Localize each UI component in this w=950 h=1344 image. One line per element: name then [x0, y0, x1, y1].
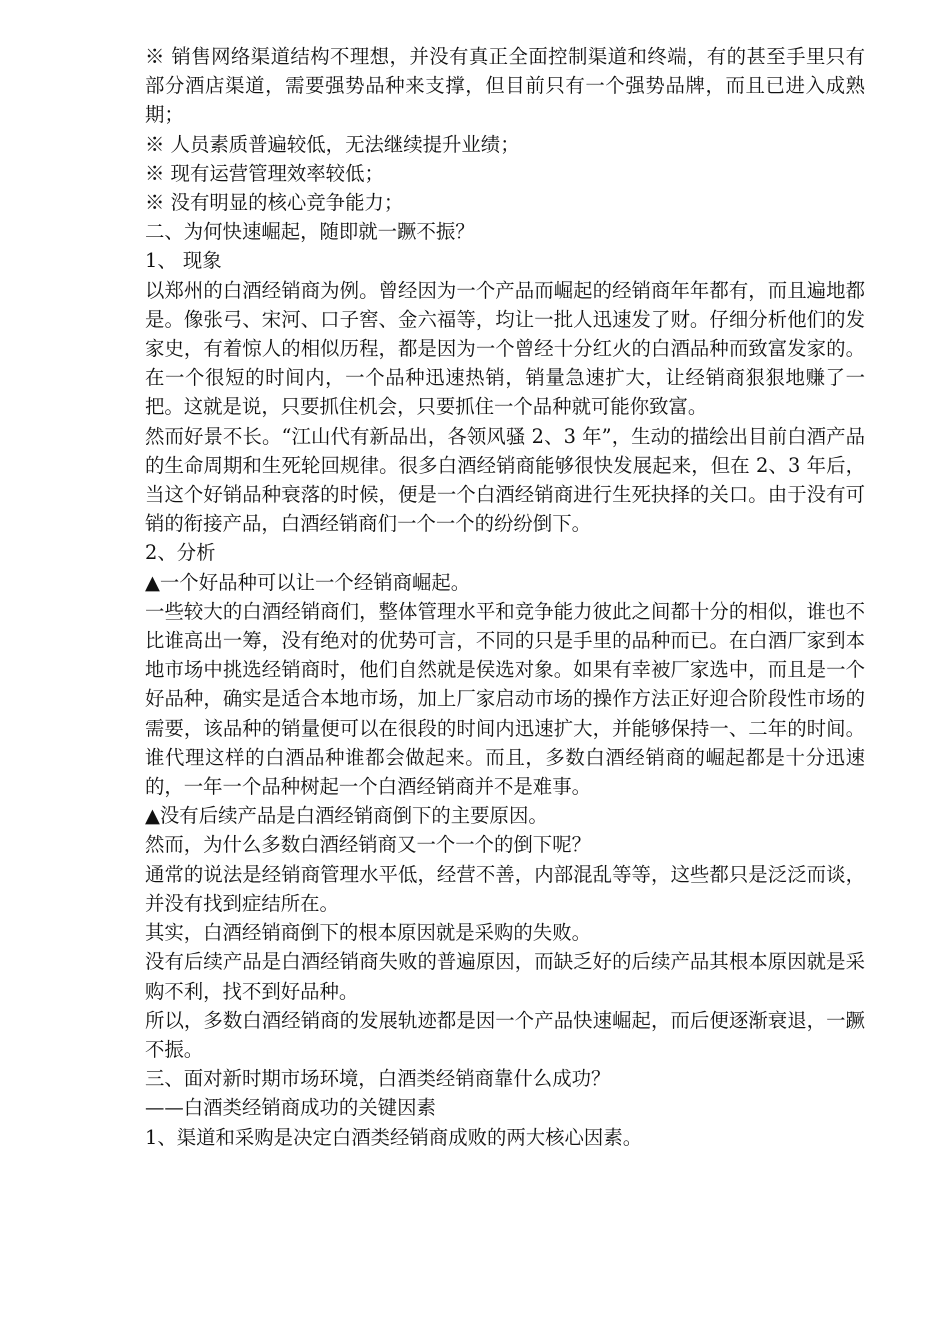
paragraph-core-competence: ※ 没有明显的核心竞争能力； — [145, 191, 404, 215]
paragraph-staff-quality: ※ 人员素质普遍较低，无法继续提升业绩； — [145, 132, 520, 156]
paragraph-why-fall: 然而，为什么多数白酒经销商又一个一个的倒下呢？ — [145, 833, 591, 857]
paragraph-sales-network: ※ 销售网络渠道结构不理想，并没有真正全面控制渠道和终端，有的甚至手里只有部分酒店渠道，需要强势品种来支撑，但目前只有一个强势品牌，而且已进入成熟期； — [145, 45, 865, 127]
subheading-analysis: 2、分析 — [145, 541, 216, 565]
paragraph-purchasing-failure: 没有后续产品是白酒经销商失败的普遍原因，而缺乏好的后续产品其根本原因就是采购不利，找不到好品种。 — [145, 950, 865, 1003]
paragraph-common-explanation: 通常的说法是经销商管理水平低，经营不善，内部混乱等等，这些都只是泛泛而谈，并没有找到症结所在。 — [145, 862, 865, 915]
bullet-no-follow-up-product: ▲没有后续产品是白酒经销商倒下的主要原因。 — [145, 804, 548, 828]
paragraph-large-distributors: 一些较大的白酒经销商们，整体管理水平和竞争能力彼此之间都十分的相似，谁也不比谁高出一筹，没有绝对的优势可言，不同的只是手里的品种而已。在白酒厂家到本地市场中挑选经销商时，他们自然就是侯选对象。如果有幸被厂家选中，而且是一个好品种，确实是适合本地市场，加上厂家启动市场的操作方法正好迎合阶段性市场的需要，该品种的销量便可以在很段的时间内迅速扩大，并能够保持一、二年的时间。谁代理这样的白酒品种谁都会做起来。而且，多数白酒经销商的崛起都是十分迅速的，一年一个品种树起一个白酒经销商并不是难事。 — [145, 599, 865, 799]
section-heading-2: 二、为何快速崛起，随即就一蹶不振？ — [145, 220, 475, 244]
paragraph-channels-and-purchasing: 1、渠道和采购是决定白酒类经销商成败的两大核心因素。 — [145, 1125, 643, 1149]
bullet-good-product: ▲一个好品种可以让一个经销商崛起。 — [145, 570, 471, 594]
paragraph-product-lifecycle: 然而好景不长。“江山代有新品出，各领风骚 2、3 年”，生动的描绘出目前白酒产品的生命周期和生死轮回规律。很多白酒经销商能够很快发展起来，但在 2、3 年后，当这个好销品种衰落的时候，便是一个白酒经销商进行生死抉择的关口。由于没有可销的衔接产品，白酒经销商们一个一个的纷纷倒下。 — [145, 424, 865, 536]
paragraph-zhengzhou-example: 以郑州的白酒经销商为例。曾经因为一个产品而崛起的经销商年年都有，而且遍地都是。像张弓、宋河、口子窖、金六福等，均让一批人迅速发了财。仔细分析他们的发家史，有着惊人的相似历程，都是因为一个曾经十分红火的白酒品种而致富发家的。在一个很短的时间内，一个品种迅速热销，销量急速扩大，让经销商狠狠地赚了一把。这就是说，只要抓住机会，只要抓住一个品种就可能你致富。 — [145, 278, 865, 419]
paragraph-root-cause: 其实，白酒经销商倒下的根本原因就是采购的失败。 — [145, 921, 591, 945]
paragraph-development-trajectory: 所以，多数白酒经销商的发展轨迹都是因一个产品快速崛起，而后便逐渐衰退，一蹶不振。 — [145, 1008, 865, 1061]
paragraph-operation-efficiency: ※ 现有运营管理效率较低； — [145, 161, 384, 185]
section-heading-3: 三、面对新时期市场环境，白酒类经销商靠什么成功？ — [145, 1067, 611, 1091]
subheading-phenomenon: 1、 现象 — [145, 249, 222, 273]
section-subtitle: ——白酒类经销商成功的关键因素 — [145, 1096, 436, 1120]
document-body — [145, 42, 865, 1152]
